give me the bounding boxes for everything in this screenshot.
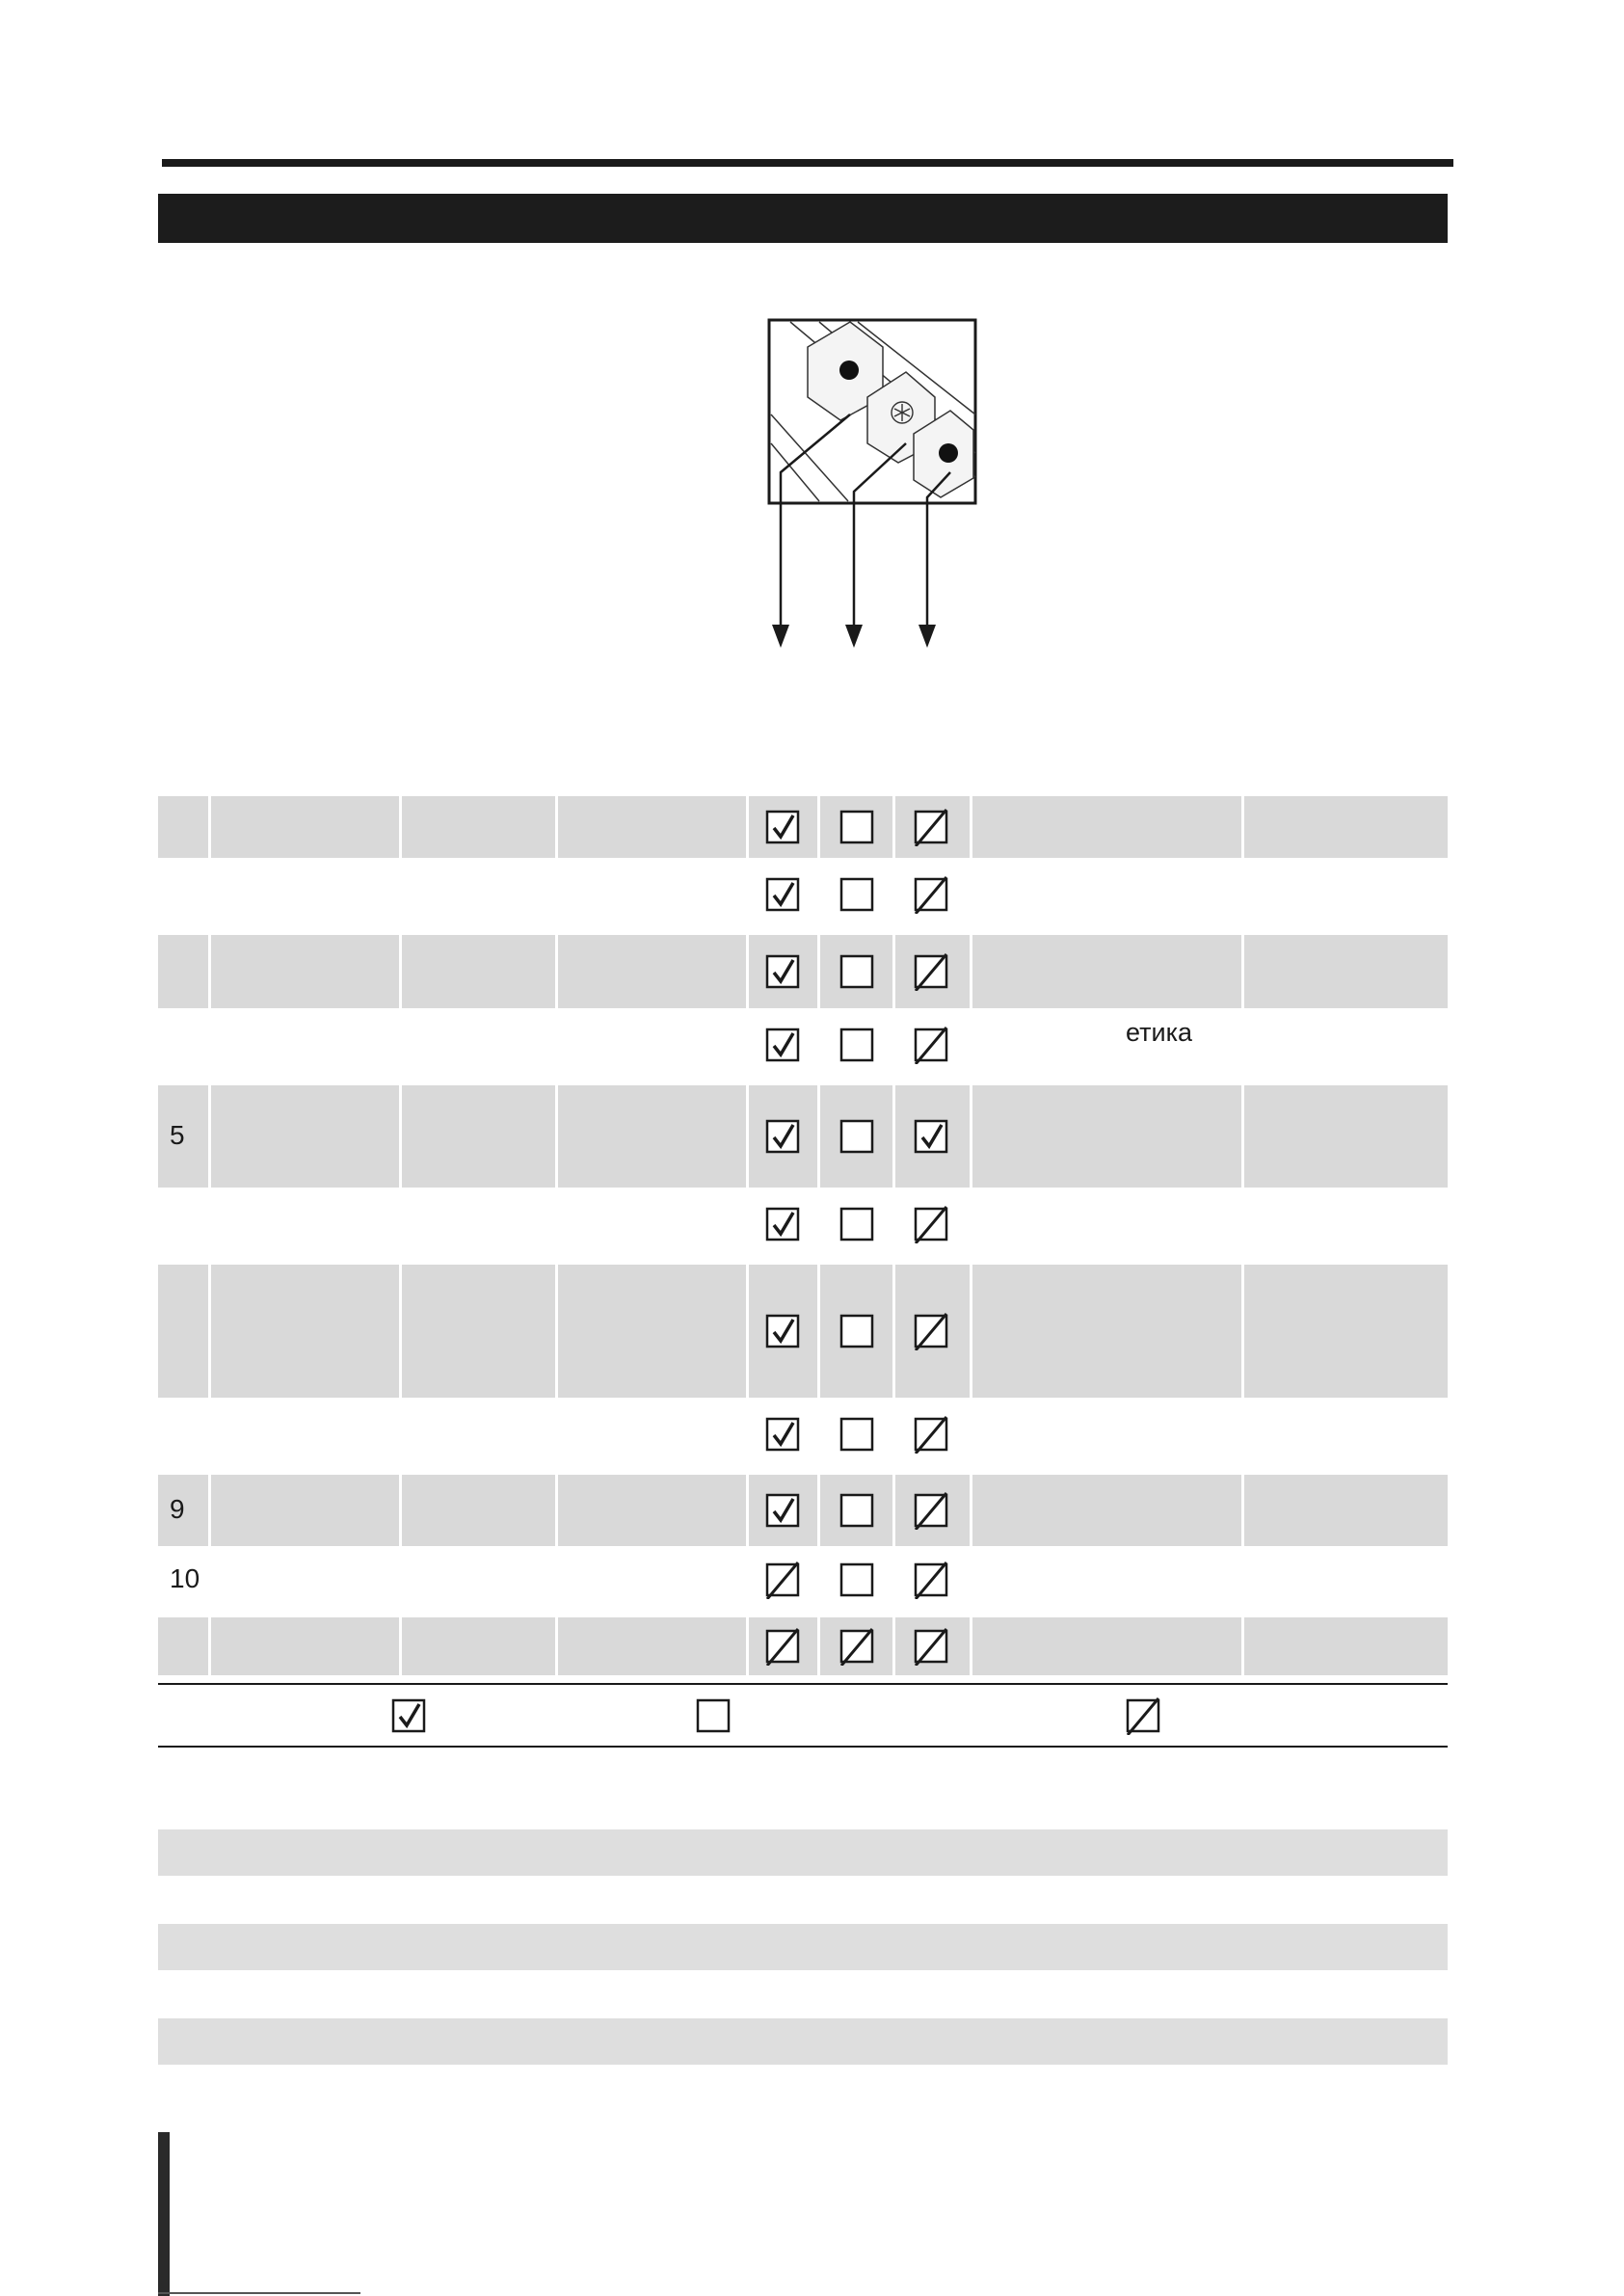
column-divider (892, 1475, 895, 1546)
table-row (158, 1265, 1448, 1398)
check-box-icon (912, 1117, 950, 1156)
mark-cell (838, 1627, 876, 1666)
column-divider (970, 935, 972, 1008)
column-divider (817, 796, 820, 858)
column-divider (746, 935, 749, 1008)
column-divider (399, 1265, 402, 1398)
column-divider (1241, 796, 1244, 858)
column-divider (555, 796, 558, 858)
column-divider (1241, 1265, 1244, 1398)
column-divider (817, 935, 820, 1008)
slash-box-icon (912, 1561, 950, 1599)
mark-cell (763, 952, 802, 991)
mark-cell (763, 1415, 802, 1454)
column-divider (208, 796, 211, 858)
mark-cell (838, 1026, 876, 1064)
column-divider (746, 1085, 749, 1188)
column-divider (399, 1085, 402, 1188)
column-divider (892, 1085, 895, 1188)
filled-dot-icon (939, 443, 958, 463)
empty-box-icon (838, 1117, 876, 1156)
mark-cell (838, 808, 876, 846)
column-divider (208, 1265, 211, 1398)
table-row (158, 1548, 1448, 1612)
info-band (158, 1829, 1448, 1876)
column-divider (892, 796, 895, 858)
mark-cell (763, 1026, 802, 1064)
check-box-icon (763, 1415, 802, 1454)
row-note: етика (1126, 1018, 1192, 1047)
empty-box-icon (694, 1696, 732, 1735)
column-divider (970, 1085, 972, 1188)
arrow-heads (772, 625, 936, 648)
slash-box-icon (1124, 1696, 1162, 1735)
slash-box-icon (763, 1561, 802, 1599)
mark-cell (838, 1312, 876, 1350)
mark-cell (838, 1561, 876, 1599)
column-divider (970, 1265, 972, 1398)
slash-box-icon (912, 1026, 950, 1064)
table-row (158, 1617, 1448, 1675)
table-row (158, 1085, 1448, 1188)
mark-cell (838, 875, 876, 914)
mark-cell (763, 1312, 802, 1350)
bottom-rule (158, 2292, 360, 2294)
mark-cell (912, 808, 950, 846)
empty-box-icon (838, 1312, 876, 1350)
slash-box-icon (912, 1205, 950, 1243)
table-row (158, 935, 1448, 1008)
mark-cell (763, 1561, 802, 1599)
column-divider (555, 1617, 558, 1675)
mark-cell (912, 1117, 950, 1156)
check-box-icon (763, 875, 802, 914)
mark-cell (838, 1205, 876, 1243)
check-box-icon (389, 1696, 428, 1735)
mark-cell (912, 1312, 950, 1350)
row-number: 5 (170, 1120, 185, 1150)
empty-box-icon (838, 808, 876, 846)
column-divider (399, 1617, 402, 1675)
slash-box-icon (912, 1415, 950, 1454)
check-box-icon (763, 1117, 802, 1156)
mark-cell (912, 1561, 950, 1599)
column-divider (746, 1475, 749, 1546)
mark-cell (763, 875, 802, 914)
row-number: 10 (170, 1563, 200, 1593)
mark-cell (763, 1205, 802, 1243)
mark-cell (838, 1117, 876, 1156)
empty-box-icon (838, 1561, 876, 1599)
legend (0, 0, 1624, 1)
control-panel-diagram (761, 308, 993, 655)
slash-box-icon (912, 1627, 950, 1666)
column-divider (1241, 935, 1244, 1008)
table-row (158, 796, 1448, 858)
mark-cell (838, 1491, 876, 1530)
mark-cell (838, 952, 876, 991)
column-divider (746, 1617, 749, 1675)
legend-bottom-rule (158, 1746, 1448, 1748)
slash-box-icon (912, 808, 950, 846)
column-divider (1241, 1475, 1244, 1546)
column-divider (208, 935, 211, 1008)
legend-item (1124, 1696, 1162, 1735)
info-band (158, 1924, 1448, 1970)
mark-cell (912, 1627, 950, 1666)
top-rule (162, 159, 1453, 167)
column-divider (399, 935, 402, 1008)
mark-cell (763, 808, 802, 846)
column-divider (817, 1475, 820, 1546)
column-divider (892, 1617, 895, 1675)
column-divider (555, 1085, 558, 1188)
mark-cell (763, 1627, 802, 1666)
empty-box-icon (838, 1415, 876, 1454)
filled-dot-icon (839, 360, 859, 380)
column-divider (970, 1617, 972, 1675)
empty-box-icon (838, 1205, 876, 1243)
column-divider (555, 1265, 558, 1398)
column-divider (892, 935, 895, 1008)
mark-cell (912, 1415, 950, 1454)
column-divider (399, 796, 402, 858)
mark-cell (912, 875, 950, 914)
legend-top-rule (158, 1683, 1448, 1685)
table-row (158, 1475, 1448, 1546)
slash-box-icon (912, 875, 950, 914)
column-divider (1241, 1085, 1244, 1188)
check-box-icon (763, 1312, 802, 1350)
slash-box-icon (912, 1312, 950, 1350)
empty-box-icon (838, 875, 876, 914)
empty-box-icon (838, 952, 876, 991)
table-row (158, 1010, 1448, 1080)
section-title-bar (158, 194, 1448, 243)
check-box-icon (763, 808, 802, 846)
column-divider (555, 1475, 558, 1546)
legend-item (694, 1696, 732, 1735)
slash-box-icon (912, 952, 950, 991)
empty-box-icon (838, 1026, 876, 1064)
row-number: 9 (170, 1494, 185, 1524)
slash-box-icon (912, 1491, 950, 1530)
check-box-icon (763, 1205, 802, 1243)
column-divider (970, 796, 972, 858)
mark-cell (838, 1415, 876, 1454)
column-divider (746, 1265, 749, 1398)
mark-cell (912, 1026, 950, 1064)
column-divider (817, 1265, 820, 1398)
mark-cell (912, 1205, 950, 1243)
mark-cell (912, 952, 950, 991)
table-row (158, 1189, 1448, 1259)
mark-cell (912, 1491, 950, 1530)
check-box-icon (763, 952, 802, 991)
table-row (158, 1400, 1448, 1469)
column-divider (817, 1085, 820, 1188)
slash-box-icon (838, 1627, 876, 1666)
check-box-icon (763, 1026, 802, 1064)
empty-box-icon (838, 1491, 876, 1530)
column-divider (399, 1475, 402, 1546)
mark-cell (763, 1491, 802, 1530)
column-divider (555, 935, 558, 1008)
check-box-icon (763, 1491, 802, 1530)
slash-box-icon (763, 1627, 802, 1666)
column-divider (208, 1085, 211, 1188)
column-divider (817, 1617, 820, 1675)
legend-item (389, 1696, 428, 1735)
info-band (158, 2018, 1448, 2065)
column-divider (970, 1475, 972, 1546)
table-row (158, 860, 1448, 929)
column-divider (892, 1265, 895, 1398)
page-side-bar (158, 2132, 170, 2296)
column-divider (1241, 1617, 1244, 1675)
column-divider (746, 796, 749, 858)
column-divider (208, 1617, 211, 1675)
mark-cell (763, 1117, 802, 1156)
column-divider (208, 1475, 211, 1546)
